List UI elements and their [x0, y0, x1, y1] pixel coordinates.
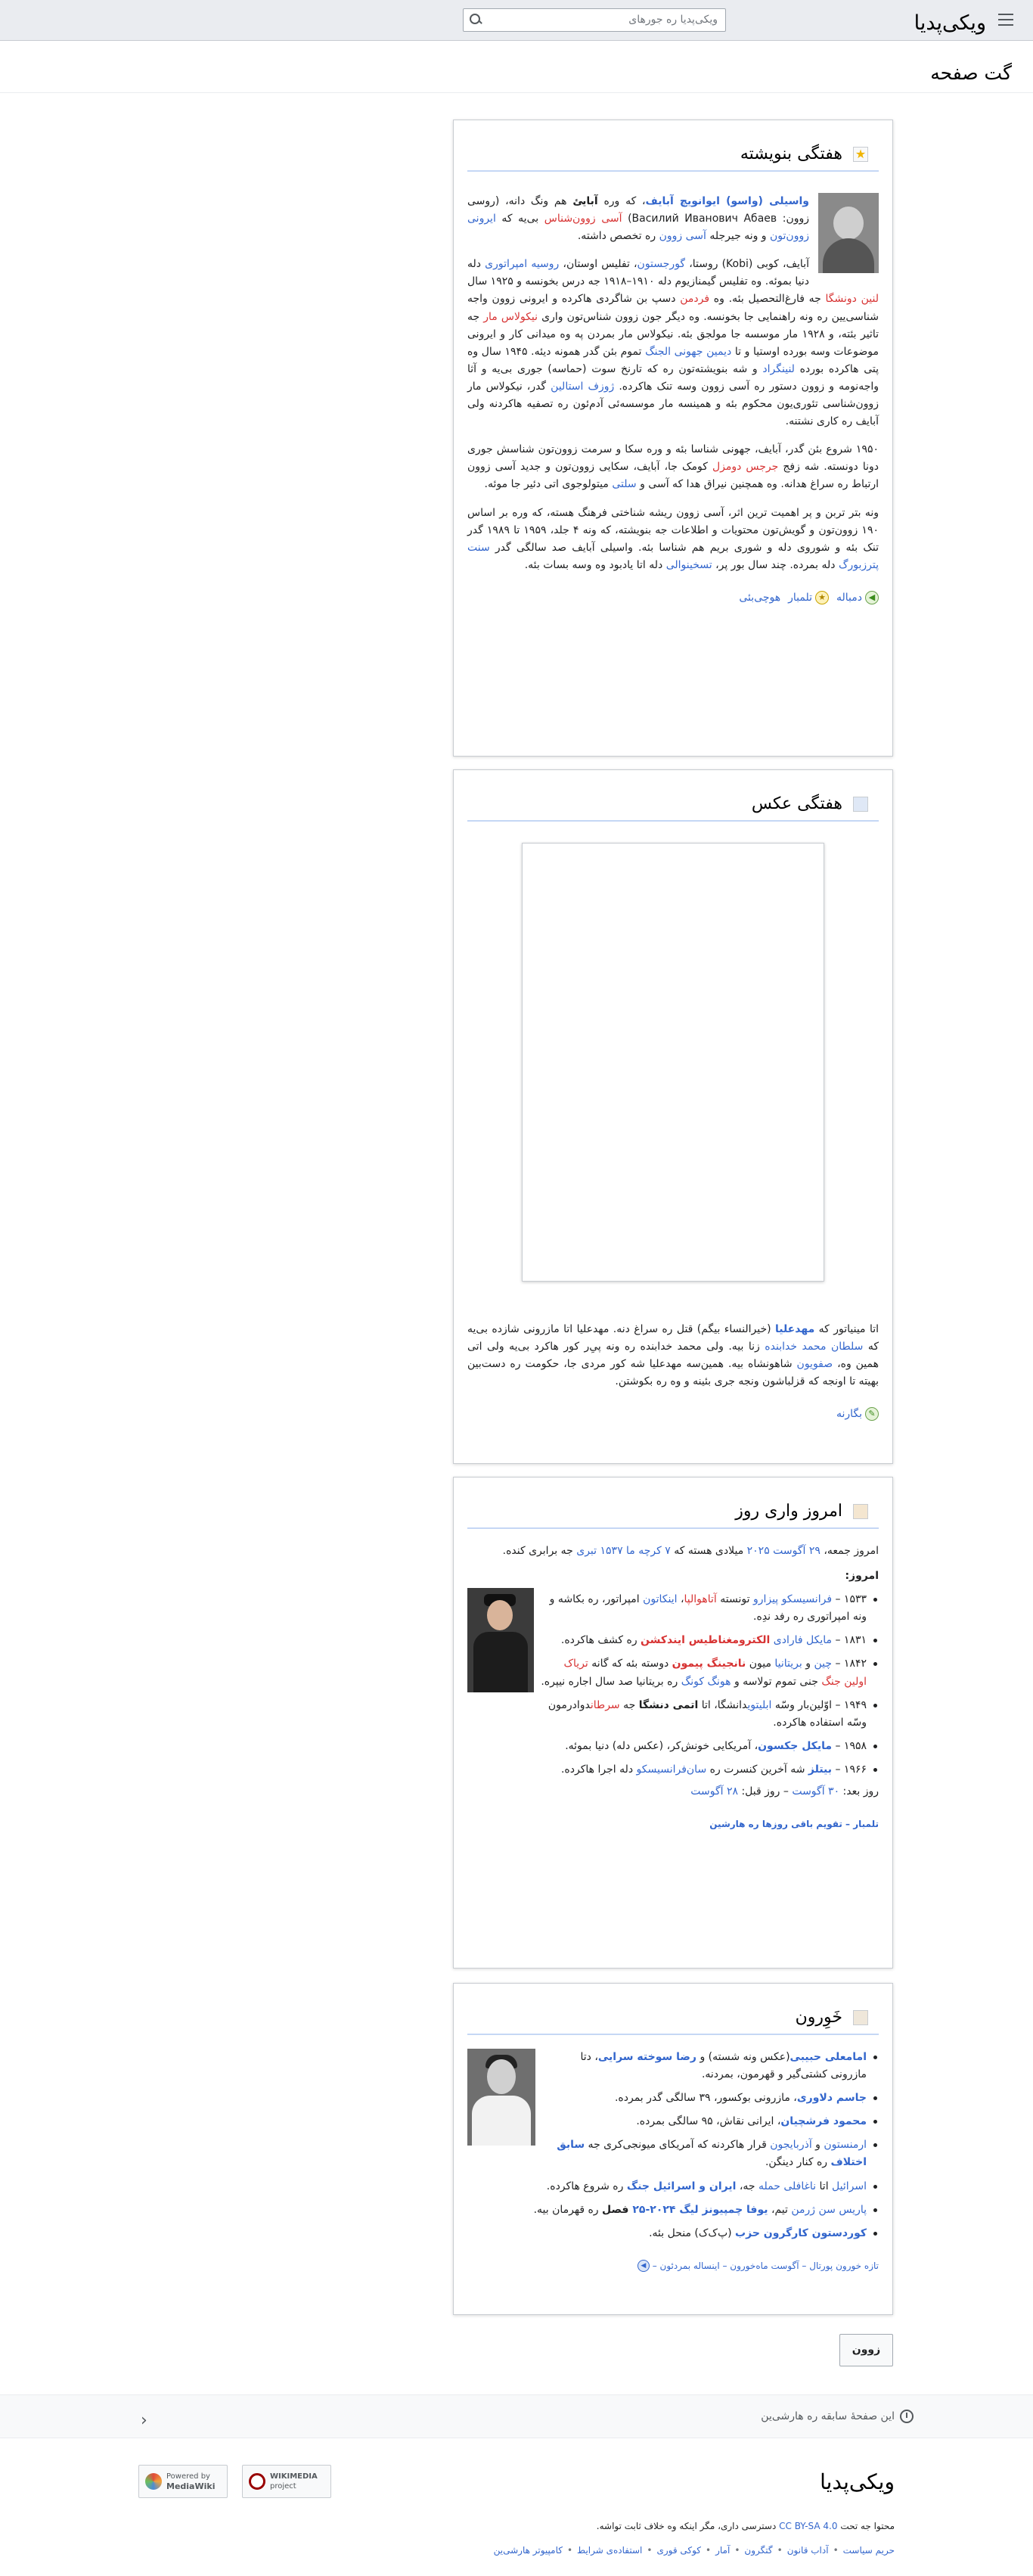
mahd-olia-link[interactable]: مهدعلیا — [774, 1323, 815, 1335]
ossetian-language-link[interactable]: آسی زوون — [659, 230, 706, 243]
tskhinvali-link[interactable]: تسخینوالی — [665, 558, 712, 571]
footer-link-statistics[interactable]: آمار — [715, 2545, 731, 2556]
title-divider — [0, 92, 1033, 93]
read-more-link[interactable]: دمباله — [836, 591, 862, 604]
list-item: کوردستون کارگرون حزب (پ‌ک‌ک) منحل بئه. — [467, 2225, 879, 2242]
list-item: پاریس سن ژرمن تیم، یوفا چمپیونز لیگ ۲۰۲۴-۲۵ فصل ره قهرمان بیه. — [467, 2202, 879, 2219]
calendar-archive-link[interactable]: تلمبار – تقویم باقی روزها ره هارشین — [709, 1819, 879, 1830]
gregorian-date-link[interactable]: ۲۹ آگوست ۲۰۲۵ — [746, 1545, 821, 1557]
abaev-link[interactable]: واسیلی (واسو) ایوانویچ آبایف — [645, 195, 809, 207]
featured-picture-image[interactable] — [522, 843, 824, 1282]
list-item: ارمنستون و آذربایجون قرار هاکردنه که آمریکای میونجی‌کری جه سابق اختلاف ره کنار دینگن. — [467, 2136, 879, 2171]
wikimedia-badge[interactable]: WIKIMEDIA project — [242, 2465, 331, 2498]
page-title: گت صفحه — [930, 62, 1012, 84]
news-header — [467, 2000, 879, 2035]
hamburger-menu-icon[interactable] — [998, 11, 1013, 28]
site-title[interactable]: ویکی‌پدیا — [914, 11, 986, 35]
archive-link[interactable]: تلمبار — [788, 591, 812, 604]
featured-picture-heading: هفتگی عکس — [751, 794, 842, 813]
history-link[interactable]: این صفحهٔ سابقه ره هارشی‌ین — [761, 2410, 895, 2422]
footer-link-desktop[interactable]: کامپیوتر هارشی‌ین — [493, 2545, 563, 2556]
page-footer — [0, 2439, 1033, 2576]
nicholas-marr-link[interactable]: نیکولاس مار — [483, 310, 538, 323]
search-input[interactable] — [463, 8, 726, 32]
license-link[interactable]: CC BY-SA 4.0 — [779, 2521, 838, 2531]
ww2-link[interactable]: دیمین جهونی الجنگ — [645, 345, 732, 358]
list-item: ۱۹۵۸ – مایکل جکسون، آمریکایی خونش‌کر، (عکس دله) دنیا بموئه. — [467, 1738, 879, 1755]
celtic-link[interactable]: سلتی — [612, 478, 637, 491]
star-archive-icon: ★ — [815, 591, 829, 604]
license-text: محتوا جه تحت CC BY-SA 4.0 دسترسی داری، مگر اینکه وه خلاف ثابت تواشه. — [596, 2521, 895, 2531]
events-list — [467, 1591, 879, 1779]
edit-link[interactable]: بگارنه — [836, 1408, 862, 1421]
news-portal-link[interactable]: تازه خورون پورتال – آگوست ماه‌خورون – اینساله بمردئون – — [649, 2260, 879, 2271]
list-item: ۱۸۴۲ – چین و بریتانیا میون نانجینگ پیمون دوسته بئه که گانه تریاک اولین جنگ جنی تموم تولاسه و هونگ کونگ ره بریتانیا صد سال اجاره نیپره. — [467, 1655, 879, 1690]
featured-article-box — [453, 120, 893, 757]
featured-article-para-3: ۱۹۵۰ شروع بئن گدر، آبایف، جهونی شناسا بئه و وره سکا و سرمت زوون‌تون شناسش جوری دونا دونسته. شه زفج جرجس دومزل کومک جا، آبایف، سکایی زوون‌تون و جدید آسی زوون ارتباط ره سراغ هدانه. وه همچنین نیراق هدا که آسی و سلتی میتولوجوی اتی دئیر جا موئه. — [467, 443, 879, 491]
list-item: اسرائیل اتا ناغافلی حمله جه، ایران و اسرائیل جنگ ره شروع هاکرده. — [467, 2178, 879, 2195]
news-box — [453, 1983, 893, 2315]
freiman-link[interactable]: فردمن — [680, 293, 710, 306]
on-this-day-header — [467, 1494, 879, 1529]
list-item: محمود فرشچیان، ایرانی نقاش، ۹۵ سالگی بمرده. — [467, 2113, 879, 2130]
arrow-icon: ◀ — [865, 591, 879, 604]
featured-picture-header — [467, 787, 879, 822]
wikimedia-logo-icon — [249, 2473, 265, 2490]
history-bar[interactable] — [0, 2394, 1033, 2438]
mediawiki-logo-icon — [145, 2473, 162, 2490]
list-item: ۱۹۴۹ – اوّلین‌بار وسّه ابلیتویدانشگا، اتا اتمی دنشگا جه سرطاندوا‌درمون وسّه استفاده هاکرده. — [467, 1697, 879, 1732]
safavids-link[interactable]: صفویون — [796, 1358, 833, 1371]
list-item: ۱۸۳۱ – مایکل فارادی الکترومغناطیس ایندکشن ره کشف هاکرده. — [467, 1632, 879, 1649]
chevron-left-icon[interactable]: ‹ — [141, 2411, 147, 2430]
today-label: امروز: — [845, 1570, 879, 1583]
footer-links: حریم سیاست • آداب قانون • گتگرون • آمار • کوکی قوری • استفاده‌ی شرایط • کامپیوتر هارشی‌ین — [494, 2543, 895, 2559]
calendar-archive — [467, 1817, 879, 1832]
on-this-day-intro: امروز جمعه، ۲۹ آگوست ۲۰۲۵ میلادی هسته که ۷ کرچه ما ۱۵۳۷ تبری جه برابری کنده. — [502, 1545, 879, 1557]
lenin-university-link[interactable]: لنین دونشگا — [825, 293, 879, 306]
nominate-link[interactable]: هوچی‌بئی — [739, 591, 781, 604]
list-item: امامعلی حبیبی(عکس ونه شسته) و رضا سوخته سرایی، دتا مازرونی کشتی‌گیر و قهرمون، بمردنه. — [467, 2049, 879, 2083]
calendar-icon — [853, 1504, 868, 1519]
abaev-portrait-image[interactable] — [818, 193, 879, 273]
georgia-link[interactable]: گورجستون — [637, 258, 686, 271]
ossetian-linguist-link[interactable]: آسی زوون‌شناس — [544, 213, 622, 225]
featured-picture-box — [453, 769, 893, 1464]
featured-article-para-4: ونه بتر تربن و پر اهمیت ترین اثر، آسی زوون ریشه شناختی فرهنگ هسته، که وره بر اساس ۱۹۰ زوون‌تون و گویش‌تون محتویات و اطلاعات جه بنویشته، که ونه ۴ جلد، ۱۹۵۹ تا ۱۹۸۹ گدر تنک بئه و شوروی دله و شوری بریم هم شناسا بئه. واسیلی آبایف صد سالگی گدر سنت پترزبورگ دله بمرده. چند سال بور پر، تسخینوالی دله اتا یادبود وه وسه بسات بئه. — [467, 506, 879, 571]
leningrad-link[interactable]: لنینگراد — [762, 362, 795, 375]
on-this-day-heading: امروز واری روز — [735, 1502, 842, 1521]
search-icon[interactable] — [470, 14, 482, 26]
news-footer — [467, 2259, 879, 2274]
featured-article-lead: واسیلی (واسو) ایوانویچ آبایف، که وره آبایئ هم ونگ دانه، (روسی زوون: Василий Иванович Абаев) آسی زوون‌شناس بی‌یه که ایرونی زوون‌تون و ونه جیرجله آسی زوون ره تخصص داشته. — [467, 193, 879, 245]
edit-icon: ✎ — [865, 1407, 879, 1421]
footer-link-developers[interactable]: گتگرون — [744, 2545, 773, 2556]
on-this-day-box — [453, 1477, 893, 1969]
arrow-circle-icon[interactable]: ◀ — [637, 2260, 650, 2272]
russian-empire-link[interactable]: روسیه امپراتوری — [485, 258, 560, 271]
footer-site-title: ویکی‌پدیا — [820, 2469, 895, 2494]
footer-link-privacy[interactable]: حریم سیاست — [842, 2545, 895, 2556]
featured-article-para-2: آبایف، کوبی (Kobi) روستا، گورجستون، تفلیس اوستان، روسیه امپراتوری دله دنیا بموئه. وه تفلیس گیمنازیوم دله ۱۹۱۰–۱۹۱۸ جه درس بخونسه و ۱۹۲۵ سال لنین دونشگا جه فارغ‌التحصیل بئه. وه فردمن دسپ بن شاگردی هاکرده و ایرونی زوون واجه شناسی‌یین ره ونه راهنمایی جا بخونسه. وه دیگر جون زوون شناس‌تون واری نیکولاس مار جه تاثیر بئته، و ۱۹۲۸ مار موسسه جا مولجق بئه. نیکولاس مار بمردن په وه میدانی کار و ایرونی موضوعات وسه بورده اوستیا و تا دیمین جهونی الجنگ تموم بئن گدر همونه دیئه. ۱۹۴۵ سال وه پتی هاکرده بورده لنینگراد و شه بنویشته‌تون ره که تارنخ سوت (حماسه) جوری بی‌یه و آثا واجه‌نومه و زوون دستور ره آسی زوون وسه تنک هاکرده. ژوزف استالین گدر، نیکولاس مار زوون‌شناسی تئوری‌یون محکوم بئه و همینسه مار موسسه‌ئی آدم‌ئون ره تصفیه هاکردنه ولی آبایف ره کاری نشتنه. — [467, 258, 879, 428]
clock-icon — [900, 2410, 914, 2423]
sultan-mohammad-link[interactable]: سلطان محمد خدابنده — [765, 1341, 864, 1353]
newspaper-icon — [853, 2010, 868, 2025]
list-item: ۱۹۶۶ – بیتلز شه آخرین کنسرت ره سان‌فرانسیسکو دله اجرا هاکرده. — [467, 1761, 879, 1779]
tabari-date-link[interactable]: ۷ کرچه ما ۱۵۳۷ تبری — [576, 1545, 671, 1557]
saint-petersburg-link[interactable]: سنت پترزبورگ — [467, 541, 879, 571]
footer-link-terms[interactable]: استفاده‌ی شرایط — [577, 2545, 643, 2556]
footer-link-conduct[interactable]: آداب قانون — [786, 2545, 829, 2556]
day-navigation: روز بعد: ۳۰ آگوست – روز قبل: ۲۸ آگوست — [690, 1785, 879, 1798]
featured-picture-caption: اتا مینیاتور که مهدعلیا (خیرالنساء بیگم) قتل ره سراغ دنه. مهدعلیا اتا مازرونی شازده بی‌یه که سلطان محمد خدابنده زنا بیه. ولی محمد خدابنده ره ونه پی‌ِر کور هاکرد بی‌یه ولی اتی همین وه، صفویون شاهونشاه بیه. همین‌سه مهدعلیا شه کور مردی جا، حکومت ره دست‌بین بهیته تا اونجه که قزلباشون ونجه جری بئینه و وه ره بکوشتن. — [467, 1323, 879, 1388]
next-day-link[interactable]: ۳۰ آگوست — [792, 1785, 840, 1798]
star-icon: ★ — [853, 147, 868, 162]
featured-article-footer — [467, 589, 879, 607]
stalin-link[interactable]: ژوزف استالین — [551, 380, 615, 393]
footer-link-cookies[interactable]: کوکی قوری — [656, 2545, 702, 2556]
list-item: ۱۵۳۳ – فرانسیسکو پیزارو تونسته آتاهوالپا، اینکاتون امپراتور، ره بکاشه و ونه امپراتوری ره رفد ندِه. — [467, 1591, 879, 1626]
prev-day-link[interactable]: ۲۸ آگوست — [690, 1785, 738, 1798]
search-placeholder: ویکی‌پدیا ره جورهای — [628, 14, 718, 26]
list-item: جاسم دلاوری، مازرونی بوکسور، ۳۹ سالگی گدر بمرده. — [467, 2090, 879, 2107]
language-button[interactable]: زوون — [839, 2334, 893, 2366]
news-heading: خَوِرون — [795, 2008, 842, 2027]
featured-article-header — [467, 137, 879, 172]
picture-icon — [853, 797, 868, 812]
featured-picture-footer — [467, 1406, 879, 1423]
mediawiki-badge[interactable]: Powered by MediaWiki — [138, 2465, 228, 2498]
top-header — [0, 0, 1033, 41]
dumezil-link[interactable]: جرجس دومزل — [712, 461, 779, 474]
featured-article-heading: هفتگی بنویشته — [740, 144, 842, 163]
news-list — [467, 2049, 879, 2242]
iranian-languages-link[interactable]: ایرونی زوون‌تون — [467, 213, 809, 243]
